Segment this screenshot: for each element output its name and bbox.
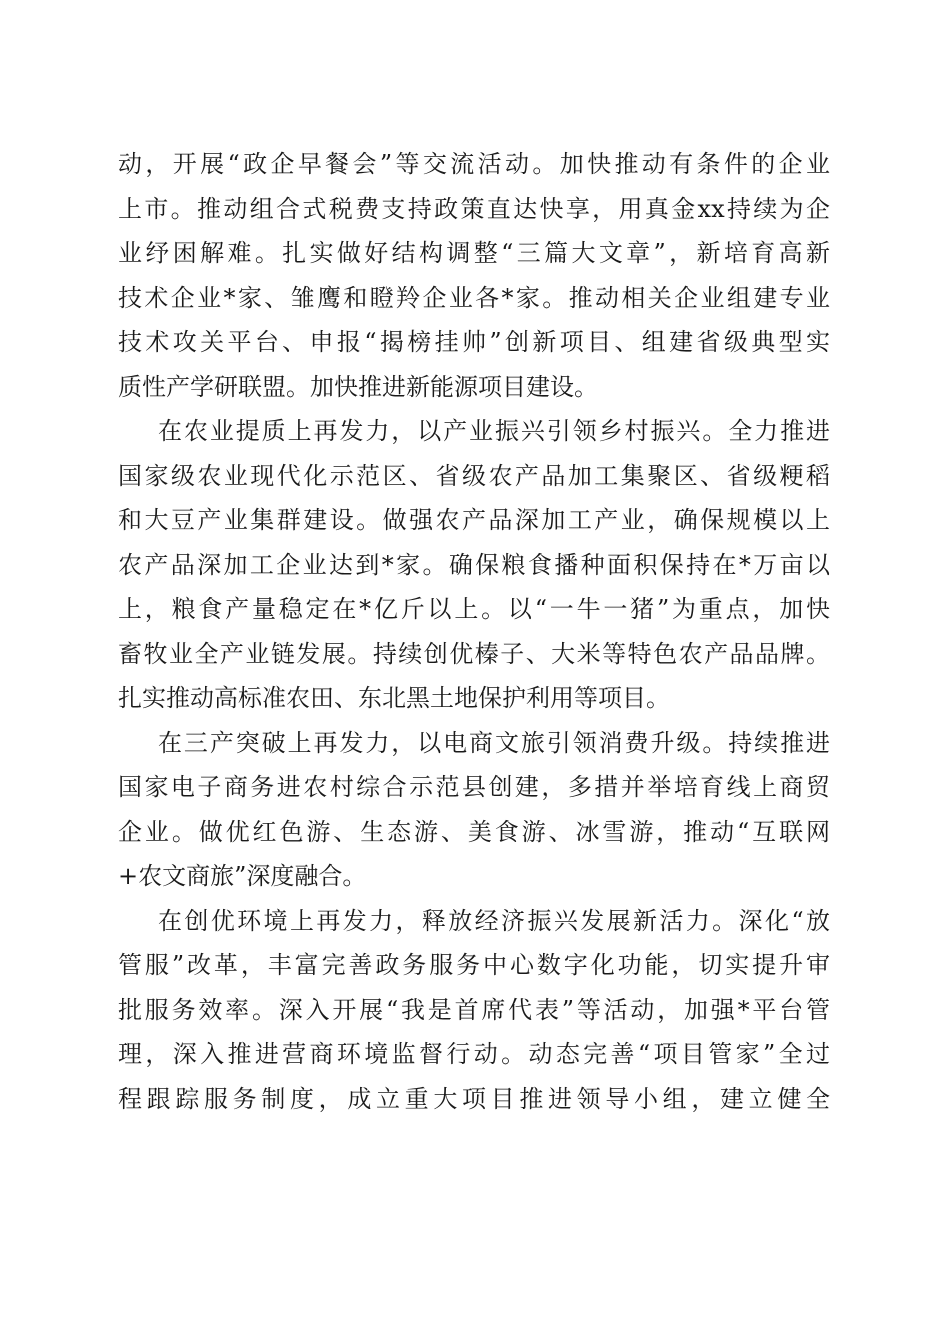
text-line: 农产品深加工企业达到*家。确保粮食播种面积保持在*万亩以 [118, 550, 830, 579]
text-line: 业纾困解难。扎实做好结构调整“三篇大文章”，新培育高新 [118, 239, 830, 267]
text-line: 理，深入推进营商环境监督行动。动态完善“项目管家”全过 [118, 1040, 830, 1068]
text-line: 动，开展“政企早餐会”等交流活动。加快推动有条件的企业 [118, 150, 830, 178]
text-line: 畜牧业全产业链发展。持续创优榛子、大米等特色农产品品牌。 [118, 639, 830, 668]
paragraph-first-line: 在三产突破上再发力，以电商文旅引领消费升级。持续推进 [158, 728, 830, 757]
text-line: 批服务效率。深入开展“我是首席代表”等活动，加强*平台管 [118, 995, 830, 1024]
paragraph-first-line: 在农业提质上再发力，以产业振兴引领乡村振兴。全力推进 [158, 417, 830, 445]
document-body [118, 142, 830, 1121]
text-line: 管服”改革，丰富完善政务服务中心数字化功能，切实提升审 [118, 951, 830, 979]
text-line: 技术攻关平台、申报“揭榜挂帅”创新项目、组建省级典型实 [118, 328, 830, 356]
text-line: +农文商旅”深度融合。 [118, 862, 367, 890]
text-line: 国家电子商务进农村综合示范县创建，多措并举培育线上商贸 [118, 773, 830, 801]
text-line: 企业。做优红色游、生态游、美食游、冰雪游，推动“互联网 [118, 817, 830, 846]
text-line: 技术企业*家、雏鹰和瞪羚企业各*家。推动相关企业组建专业 [118, 283, 830, 312]
text-line: 扎实推动高标准农田、东北黑土地保护利用等项目。 [118, 684, 670, 712]
text-line: 上，粮食产量稳定在*亿斤以上。以“一牛一猪”为重点，加快 [118, 595, 830, 623]
text-line: 上市。推动组合式税费支持政策直达快享，用真金xx持续为企 [118, 194, 830, 223]
text-line: 程跟踪服务制度，成立重大项目推进领导小组，建立健全 [118, 1084, 830, 1113]
paragraph-first-line: 在创优环境上再发力，释放经济振兴发展新活力。深化“放 [158, 906, 830, 935]
text-line: 质性产学研联盟。加快推进新能源项目建设。 [118, 372, 598, 401]
text-line: 和大豆产业集群建设。做强农产品深加工产业，确保规模以上 [118, 506, 830, 534]
text-line: 国家级农业现代化示范区、省级农产品加工集聚区、省级粳稻 [118, 461, 830, 490]
